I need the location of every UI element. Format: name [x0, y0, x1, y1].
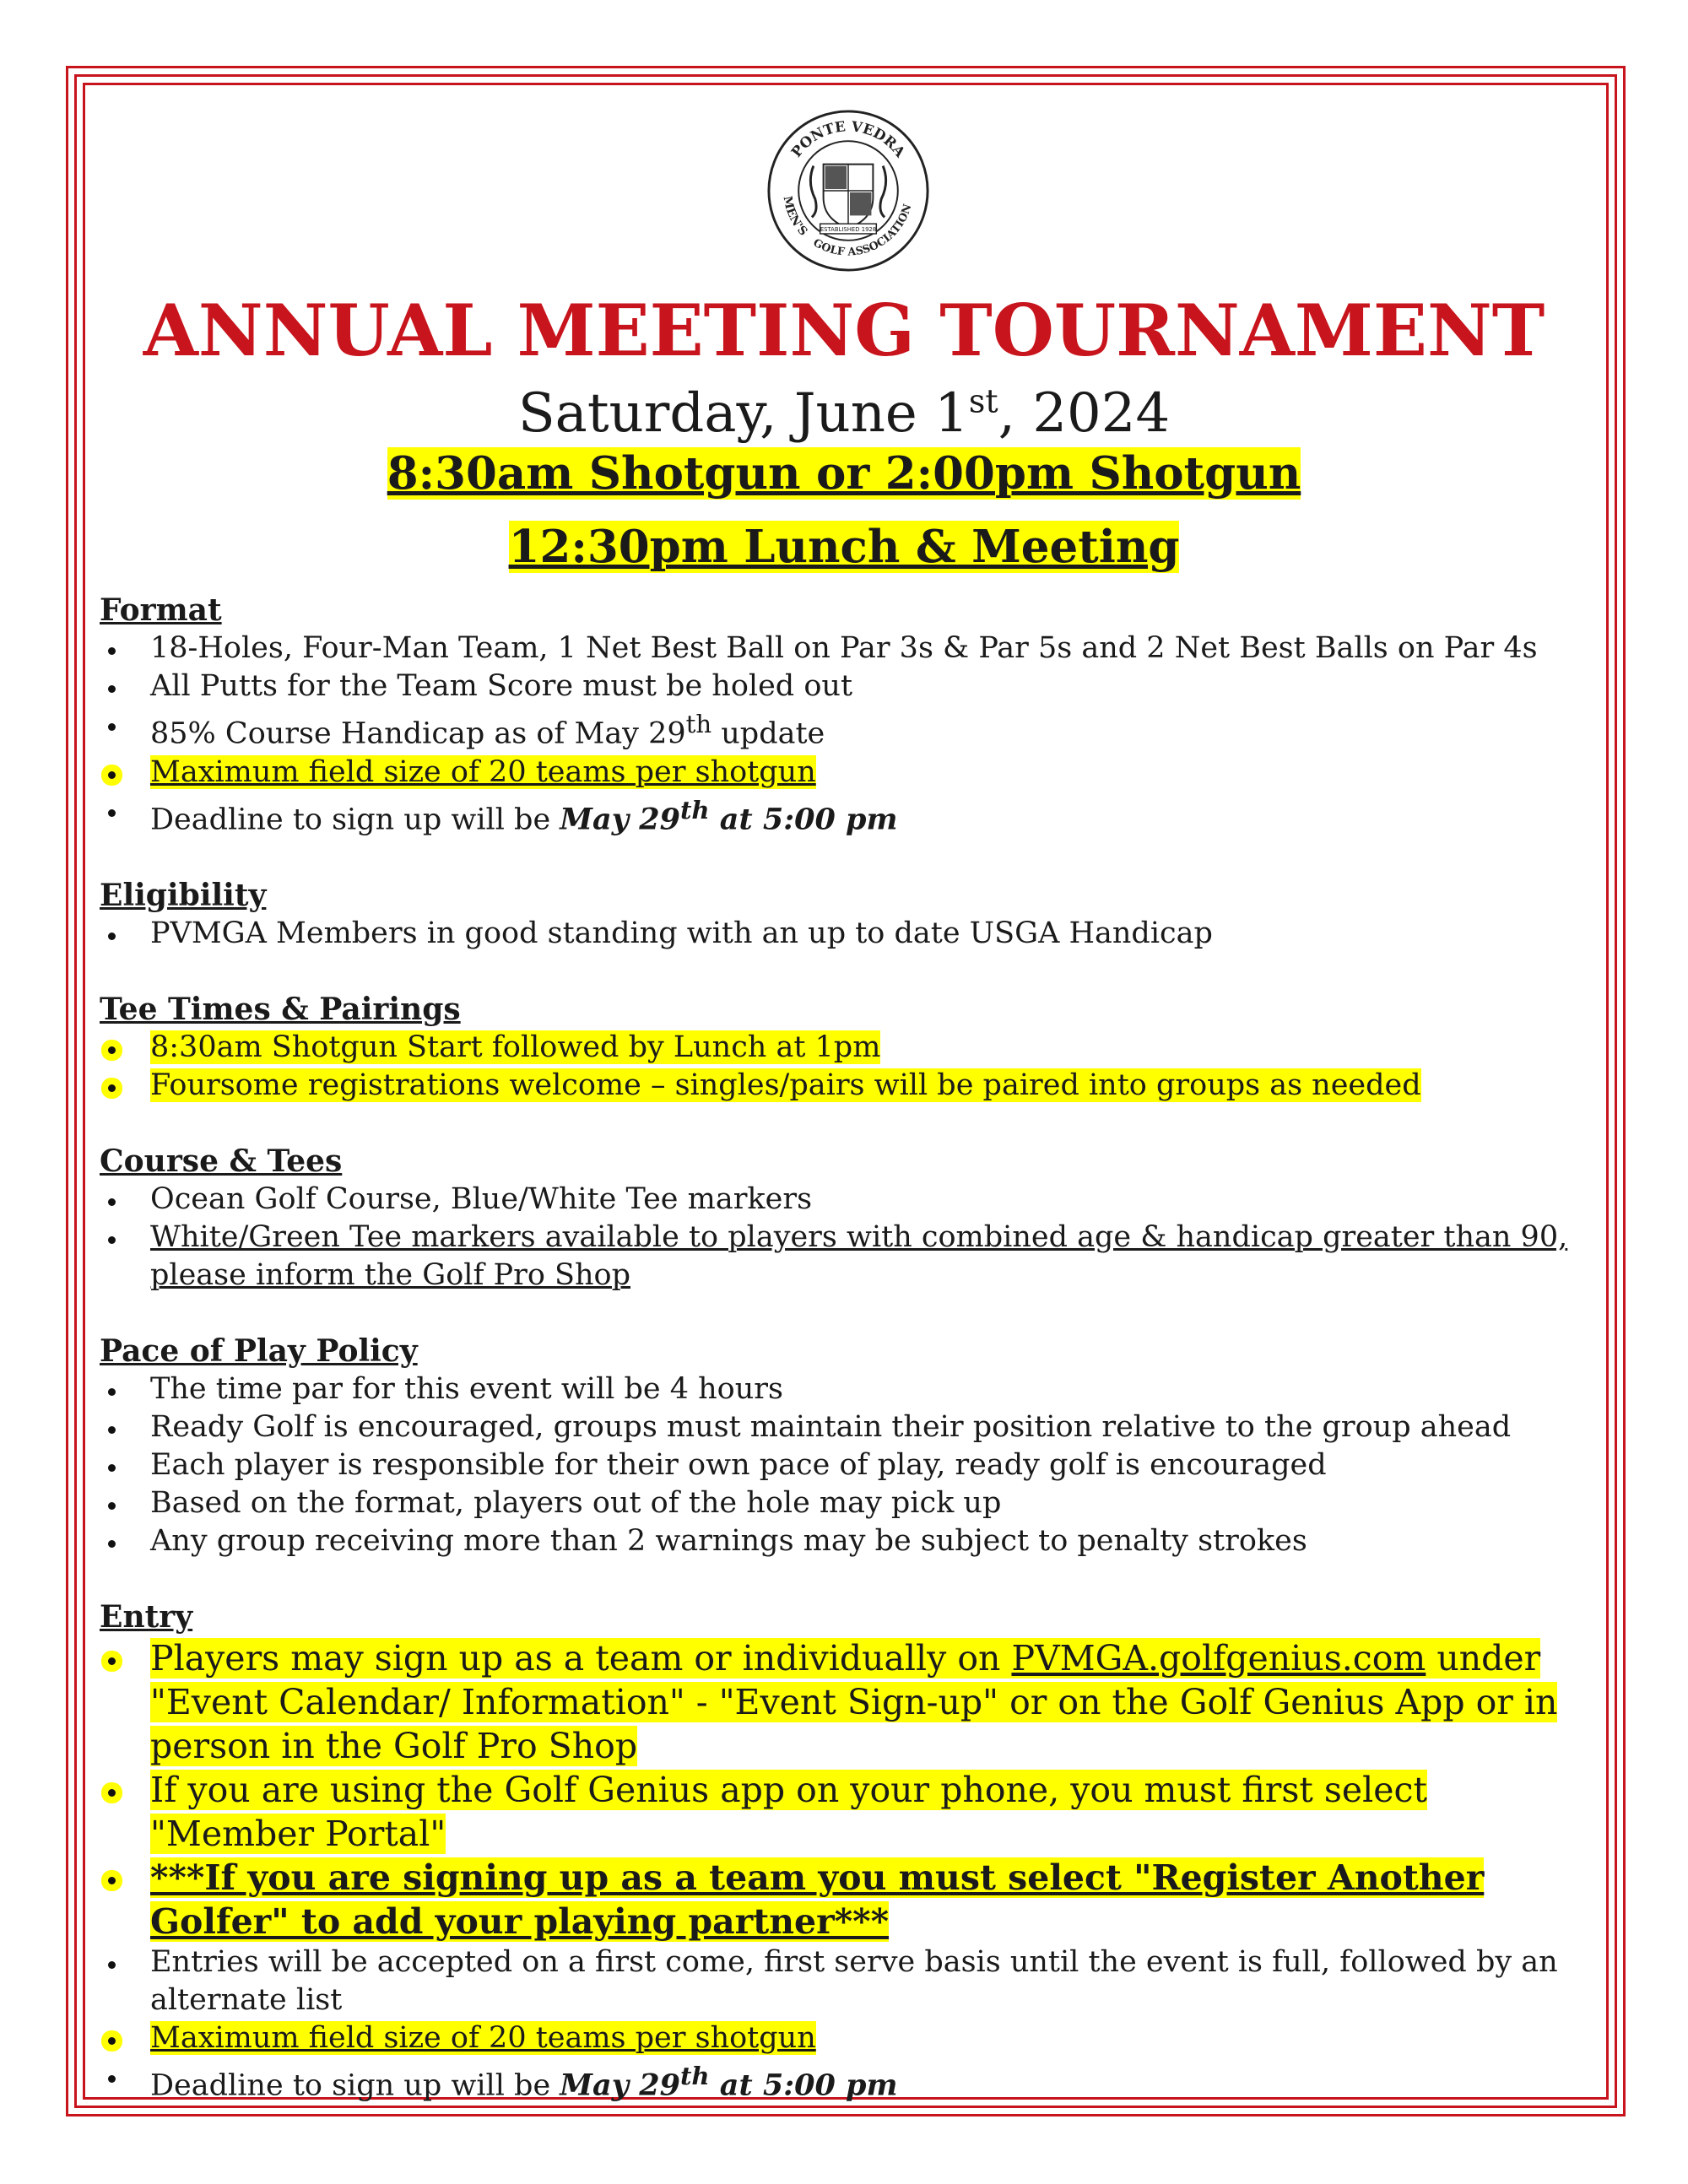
list-item: Ready Golf is encouraged, groups must maintain their position relative to the group ahead: [100, 1408, 1585, 1446]
format-heading: Format: [100, 592, 222, 628]
logo-left-text: MEN'S: [780, 195, 810, 239]
tee-times-section: [100, 990, 1585, 1105]
entry-section: [100, 1597, 1585, 2106]
list-item: Any group receiving more than 2 warnings may be subject to penalty strokes: [100, 1522, 1585, 1560]
pace-heading: Pace of Play Policy: [100, 1333, 418, 1370]
course-section: [100, 1142, 1585, 1295]
list-item: Players may sign up as a team or individually on PVMGA.golfgenius.com under "Event Calendar/ Information" - "Event Sign-up" or on the Golf Genius App or in person in the Golf Pro Shop: [100, 1636, 1585, 1768]
list-item: 8:30am Shotgun Start followed by Lunch at 1pm: [100, 1029, 1585, 1067]
eligibility-heading: Eligibility: [100, 878, 267, 914]
list-item: The time par for this event will be 4 hours: [100, 1370, 1585, 1408]
list-item: ***If you are signing up as a team you must select "Register Another Golfer" to add your playing partner***: [100, 1856, 1585, 1943]
list-item: Maximum field size of 20 teams per shotgun: [100, 2019, 1585, 2057]
golfgenius-link[interactable]: PVMGA.golfgenius.com: [1011, 1638, 1426, 1679]
shotgun-times: 8:30am Shotgun or 2:00pm Shotgun: [387, 447, 1301, 500]
list-item: All Putts for the Team Score must be holed out: [100, 668, 1585, 705]
eligibility-section: [100, 876, 1585, 953]
list-item: Maximum field size of 20 teams per shotgun: [100, 754, 1585, 792]
logo-top-text: PONTE VEDRA: [787, 117, 909, 160]
main-content: [100, 591, 1585, 2106]
list-item: Ocean Golf Course, Blue/White Tee markers: [100, 1181, 1585, 1219]
list-item: 85% Course Handicap as of May 29th update: [100, 705, 1585, 754]
pace-section: [100, 1332, 1585, 1560]
entry-heading: Entry: [100, 1599, 193, 1635]
logo-established-text: ESTABLISHED 1928: [820, 226, 877, 234]
logo-bottom-text: GOLF ASSOCIATION: [810, 203, 915, 259]
pvmga-logo-seal: [766, 108, 931, 273]
list-item: Each player is responsible for their own pace of play, ready golf is encouraged: [100, 1446, 1585, 1484]
lunch-meeting: 12:30pm Lunch & Meeting: [508, 521, 1180, 573]
list-item: PVMGA Members in good standing with an up to date USGA Handicap: [100, 915, 1585, 953]
format-section: [100, 591, 1585, 839]
list-item: Based on the format, players out of the hole may pick up: [100, 1484, 1585, 1522]
course-heading: Course & Tees: [100, 1143, 343, 1180]
list-item: If you are using the Golf Genius app on your phone, you must first select "Member Portal": [100, 1768, 1585, 1856]
list-item: Deadline to sign up will be May 29th at 5:00 pm: [100, 2057, 1585, 2106]
list-item: Foursome registrations welcome – singles/pairs will be paired into groups as needed: [100, 1067, 1585, 1105]
event-date: Saturday, June 1st, 2024: [517, 382, 1171, 445]
list-item: White/Green Tee markers available to players with combined age & handicap greater than 90, please inform the Golf Pro Shop: [100, 1219, 1585, 1295]
tee-times-heading: Tee Times & Pairings: [100, 992, 461, 1028]
list-item: Entries will be accepted on a first come, first serve basis until the event is full, followed by an alternate list: [100, 1943, 1585, 2019]
page-title: ANNUAL MEETING TOURNAMENT: [143, 289, 1545, 372]
list-item: Deadline to sign up will be May 29th at 5:00 pm: [100, 792, 1585, 840]
list-item: 18-Holes, Four-Man Team, 1 Net Best Ball on Par 3s & Par 5s and 2 Net Best Balls on Par 4s: [100, 630, 1585, 668]
